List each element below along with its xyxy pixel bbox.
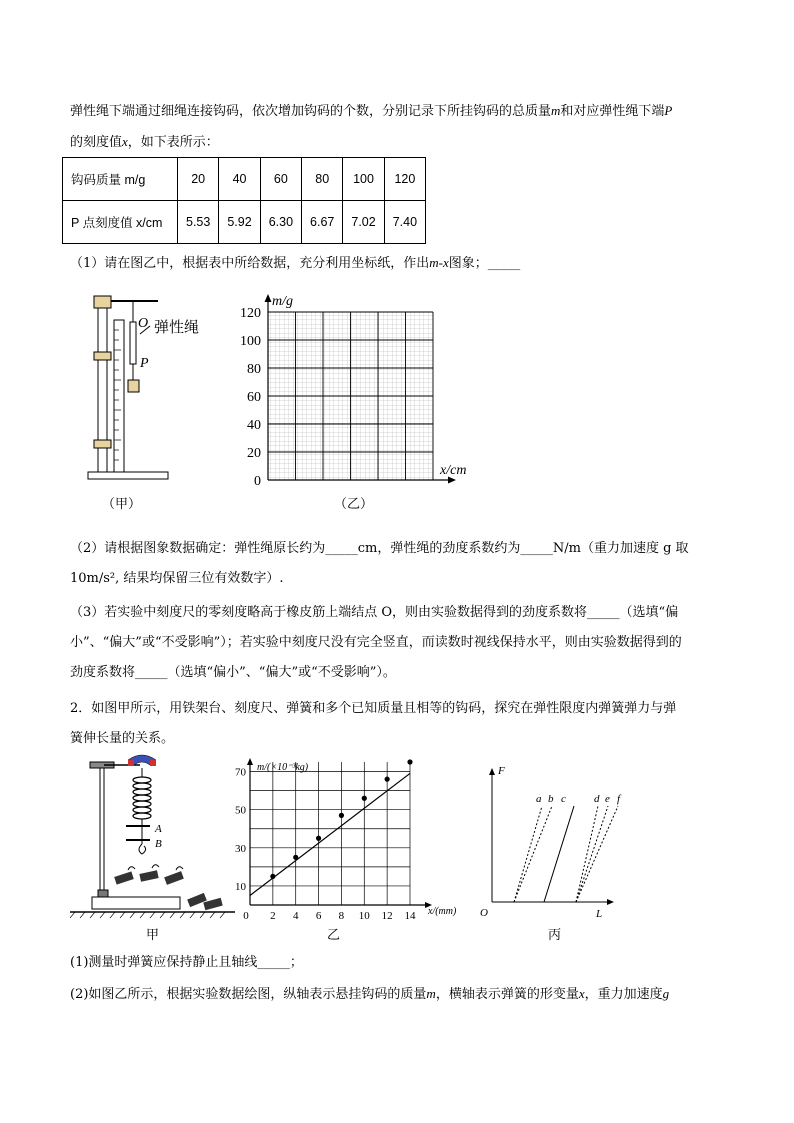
label-f: f [617,793,621,805]
x-tick-label: 14 [404,910,416,922]
caption-yi: （乙） [334,496,374,511]
bing-x-arrow-icon [607,899,614,905]
x-tick-label: 4 [292,910,299,922]
question-2-line-2: 10m/s², 结果均保留三位有效数字）. [70,571,284,586]
chart-y-arrow-icon [247,758,253,765]
y-tick-labels [235,767,247,893]
x-tick-label: 8 [338,910,345,922]
line-b [514,806,552,902]
ground-hatch [70,912,225,918]
table-cell: 7.02 [343,201,384,244]
magnet-pole-n [128,760,134,766]
y-axis-label: m/g [272,294,293,309]
base-clamp [98,890,108,897]
y-tick-label: 120 [240,306,261,321]
table-cell: 80 [302,158,343,201]
data-point [293,855,298,860]
clamp-mid [94,352,111,360]
caption-jia-2: 甲 [146,927,160,942]
y-tick-label: 20 [247,446,261,461]
question-2-2 [70,985,669,1004]
table-cell: 120 [384,158,425,201]
y-tick-label: 50 [235,804,246,817]
intro-text: 和对应弹性绳下端 [560,104,665,119]
intro-line-2 [70,133,219,152]
caption-jia: （甲） [102,496,142,511]
table-cell: 5.92 [219,201,260,244]
hook-weight [128,380,139,392]
label-P: P [140,356,149,371]
table-header-reading: P 点刻度值 x/cm [63,201,178,244]
question-1-text: 图象；_____ [448,256,521,271]
x-tick-label: 0 [243,910,249,922]
var-m: m [551,103,561,118]
caption-bing: 丙 [548,927,562,942]
label-elastic-rope: 弹性绳 [154,320,200,336]
y-tick-label: 100 [240,334,261,349]
chart-axes [247,758,432,908]
data-point [316,836,321,841]
y-tick-label: 30 [235,842,246,855]
label-c: c [561,793,566,805]
x-tick-label: 12 [381,910,393,922]
label-A: A [155,823,162,835]
var-g: g [662,986,670,1001]
var-m: m [426,986,436,1001]
intro-text: ，如下表所示： [127,135,219,150]
data-point [362,796,367,801]
caption-yi-2: 乙 [327,927,341,942]
y-axis-arrow-icon [265,294,272,302]
stand-pole [100,762,104,890]
question-2-2-text: (2)如图乙所示，根据实验数据绘图，纵轴表示悬挂钩码的质量 [70,987,427,1002]
stand-base [88,472,168,479]
x-axis-label: x/cm [440,463,467,478]
problem-2-line-1: 2．如图甲所示，用铁架台、刻度尺、弹簧和多个已知质量且相等的钩码，探究在弹性限度内弹簧弹力与弹 [70,701,677,716]
table-cell: 5.53 [178,201,219,244]
elastic-rope [130,322,136,364]
question-1 [70,254,520,273]
table-cell: 7.40 [384,201,425,244]
var-mx: m-x [429,255,449,270]
line-e [576,806,608,902]
table-row-reading [63,201,426,244]
table-header-mass: 钩码质量 m/g [63,158,178,201]
spring-coil-icon [133,777,151,819]
label-b: b [548,793,554,805]
line-f [576,806,618,902]
figure2-yi-chart [225,752,475,942]
label-O: O [138,316,149,331]
label-L: L [596,908,603,920]
data-table [62,157,426,244]
question-2-1: (1)测量时弹簧应保持静止且轴线_____； [70,955,303,970]
x-tick-label: 10 [358,910,370,922]
hook-icon [139,844,146,854]
label-B: B [155,838,162,850]
y-tick-label: 10 [235,880,246,893]
question-2-2-text: ，重力加速度 [584,987,663,1002]
label-O-bing: O [480,907,488,919]
figure2-bing-lines [478,762,628,942]
y-tick-label: 0 [254,474,261,489]
y-tick-label: 80 [247,362,261,377]
figure2-jia-apparatus [70,752,240,942]
figure-jia-apparatus [80,290,220,515]
data-point [270,874,275,879]
line-labels [536,793,622,805]
clamp-low [94,440,111,448]
label-d: d [594,793,600,805]
ruler [114,320,124,472]
line-c [544,806,574,902]
table-cell: 6.67 [302,201,343,244]
label-e: e [605,793,610,805]
chart-y-axis-label: m/(×10⁻³kg) [257,762,309,773]
magnet-pole-s [150,760,156,766]
line-a [514,806,542,902]
question-1-text: （1）请在图乙中，根据表中所给数据，充分利用坐标纸，作出 [70,256,430,271]
question-2-2-text: ，横轴表示弹簧的形变量 [435,987,579,1002]
table-cell: 40 [219,158,260,201]
var-x: x [122,134,128,149]
x-tick-label: 6 [315,910,322,922]
line-d [576,806,598,902]
y-tick-label: 60 [247,390,261,405]
table-cell: 6.30 [260,201,301,244]
table-cell: 20 [178,158,219,201]
question-3-line-3: 劲度系数将_____（选填“偏小”、“偏大”或“不受影响”）。 [70,665,396,680]
label-a: a [536,793,542,805]
question-3-line-1: （3）若实验中刻度尺的零刻度略高于橡皮筋上端结点 O，则由实验数据得到的劲度系数将_____（选填“偏 [70,605,679,620]
question-2-line-1: （2）请根据图象数据确定：弹性绳原长约为_____cm，弹性绳的劲度系数约为_____N/m（重力加速度 g 取 [70,541,689,556]
problem-2-line-2: 簧伸长量的关系。 [70,731,175,746]
y-tick-label: 40 [247,418,261,433]
y-tick-label: 70 [235,766,246,779]
chart-grid [250,762,410,905]
table-cell: 100 [343,158,384,201]
data-point [339,813,344,818]
chart-points [250,759,413,895]
label-F: F [498,765,505,777]
intro-text: 的刻度值 [70,135,123,150]
question-3-line-2: 小”、“偏大”或“不受影响”）；若实验中刻度尺没有完全竖直，而读数时视线保持水平，则由实验数据得到的 [70,635,682,650]
x-tick-labels [243,910,416,922]
data-point [407,759,412,764]
data-point [385,777,390,782]
y-tick-labels [240,306,261,489]
chart-x-axis-label: x/(mm) [428,906,457,917]
table-cell: 60 [260,158,301,201]
x-tick-label: 2 [270,910,276,922]
figure-yi-graph-paper [230,288,480,518]
var-P: P [664,103,673,118]
table-row-mass [63,158,426,201]
intro-text: 弹性绳下端通过细绳连接钩码，依次增加钩码的个数，分别记录下所挂钩码的总质量 [70,104,552,119]
pole-clamp [94,296,111,308]
var-x: x [578,986,585,1001]
bing-y-arrow-icon [489,768,495,775]
intro-line-1 [70,102,672,121]
stand-base [92,897,180,909]
